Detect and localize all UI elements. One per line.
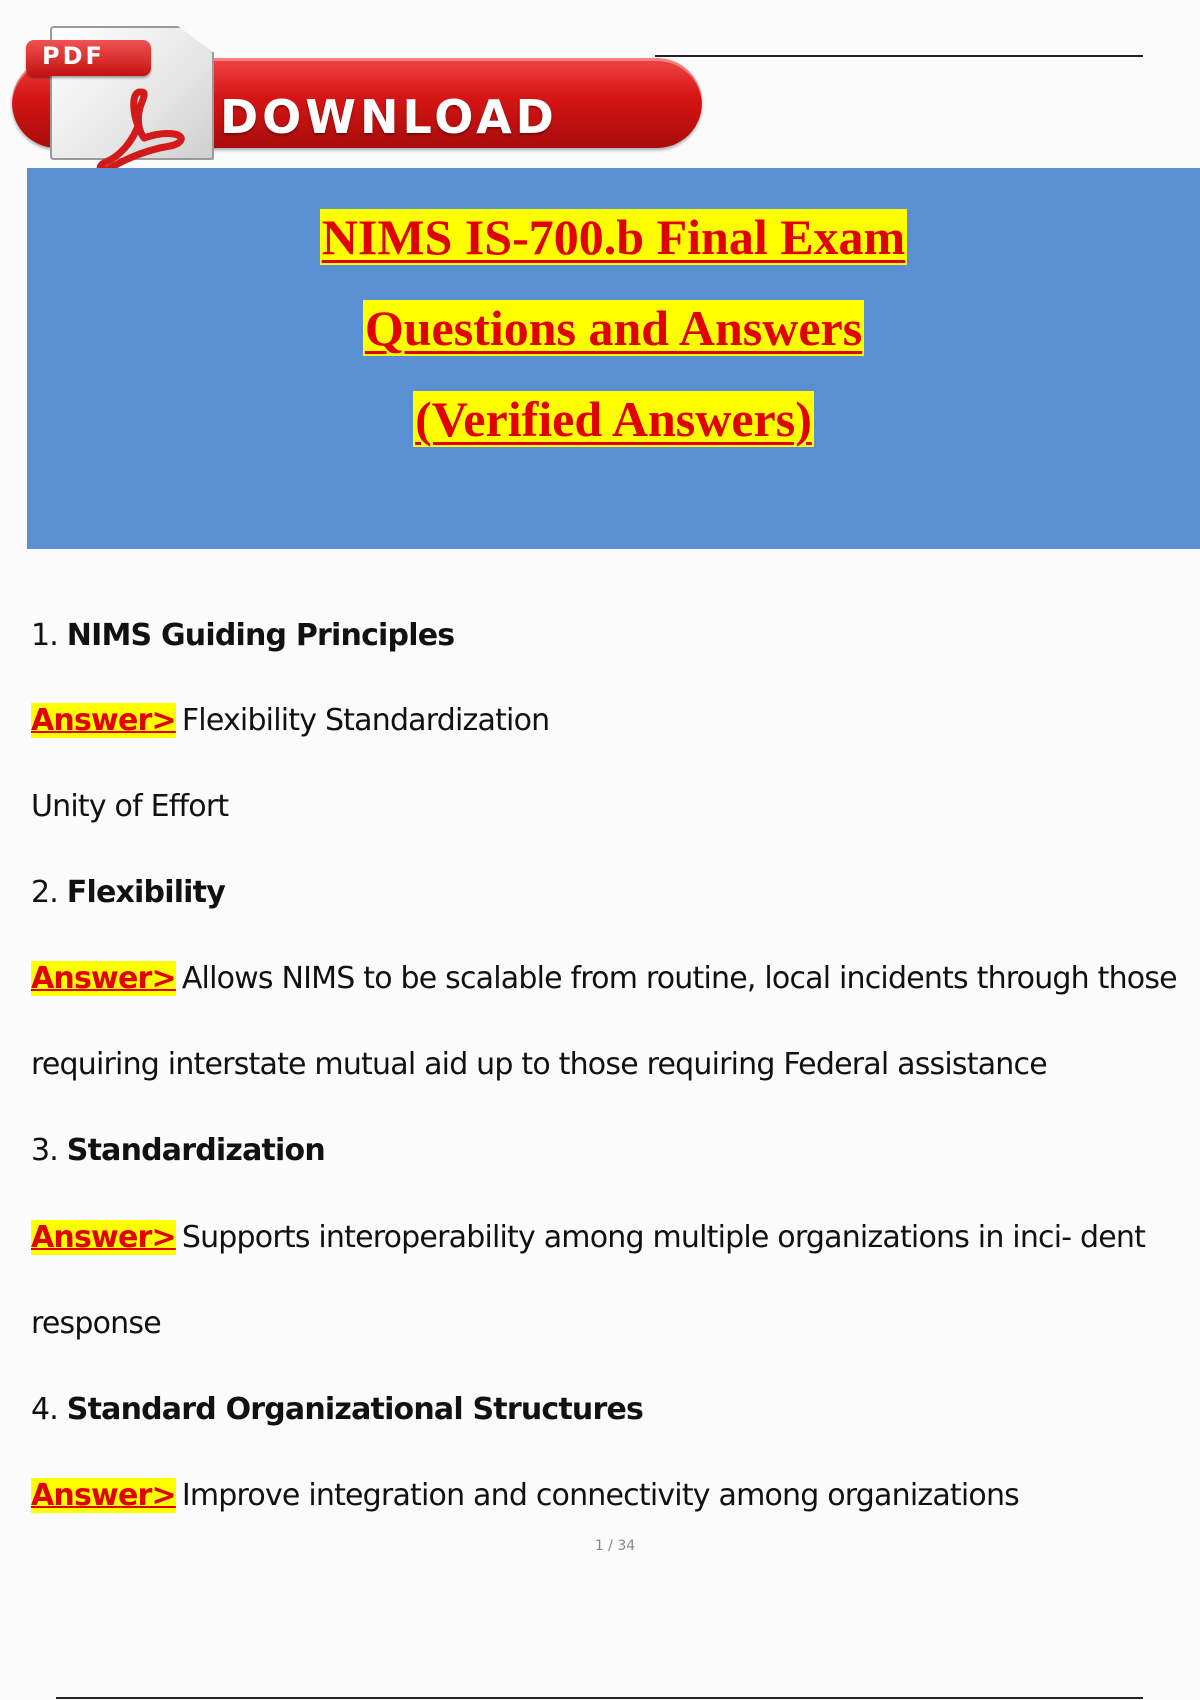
title-line-3: [27, 390, 1200, 448]
page-indicator: 1 / 34: [594, 1538, 636, 1554]
answer-text: Supports interoperability among multiple organizations in inci- dent: [181, 1220, 1146, 1255]
answer-3-line-1: [31, 1220, 1145, 1255]
question-title: Standardization: [66, 1133, 325, 1168]
answer-text: Allows NIMS to be scalable from routine, local incidents through those: [181, 961, 1177, 996]
title-line-2: [27, 299, 1200, 357]
title-text-1: NIMS IS-700.b Final Exam: [321, 209, 906, 265]
question-3: [31, 1133, 325, 1168]
answer-text: response: [31, 1306, 161, 1341]
answer-label: Answer>: [31, 961, 176, 996]
answer-label: Answer>: [31, 1220, 176, 1255]
pdf-tag-label: PDF: [42, 42, 105, 70]
question-1: [31, 618, 454, 653]
acrobat-icon: [92, 86, 192, 172]
question-title: NIMS Guiding Principles: [66, 618, 455, 653]
title-text-2: Questions and Answers: [364, 300, 863, 356]
question-2: [31, 875, 225, 910]
question-number: 1.: [31, 618, 59, 653]
title-header: [27, 168, 1200, 549]
answer-label: Answer>: [31, 703, 176, 738]
question-4: [31, 1392, 643, 1427]
answer-4-line-1: [31, 1478, 1019, 1513]
top-rule: [655, 55, 1143, 57]
question-title: Standard Organizational Structures: [66, 1392, 644, 1427]
question-number: 4.: [31, 1392, 59, 1427]
answer-1-line-1: [31, 703, 549, 738]
answer-1-line-2: [31, 789, 228, 824]
download-label[interactable]: DOWNLOAD: [220, 90, 558, 144]
answer-2-line-1: [31, 961, 1177, 996]
answer-text: requiring interstate mutual aid up to those requiring Federal assistance: [31, 1047, 1047, 1082]
answer-3-line-2: [31, 1306, 161, 1341]
answer-label: Answer>: [31, 1478, 176, 1513]
answer-2-line-2: [31, 1047, 1047, 1082]
question-title: Flexibility: [66, 875, 225, 910]
title-text-3: (Verified Answers): [415, 391, 812, 447]
question-number: 3.: [31, 1133, 59, 1168]
question-number: 2.: [31, 875, 59, 910]
title-line-1: [27, 208, 1200, 266]
download-banner[interactable]: [12, 22, 702, 158]
answer-text: Improve integration and connectivity among organizations: [181, 1478, 1020, 1513]
answer-text: Unity of Effort: [31, 789, 229, 824]
answer-text: Flexibility Standardization: [181, 703, 550, 738]
bottom-rule: [56, 1697, 1143, 1699]
